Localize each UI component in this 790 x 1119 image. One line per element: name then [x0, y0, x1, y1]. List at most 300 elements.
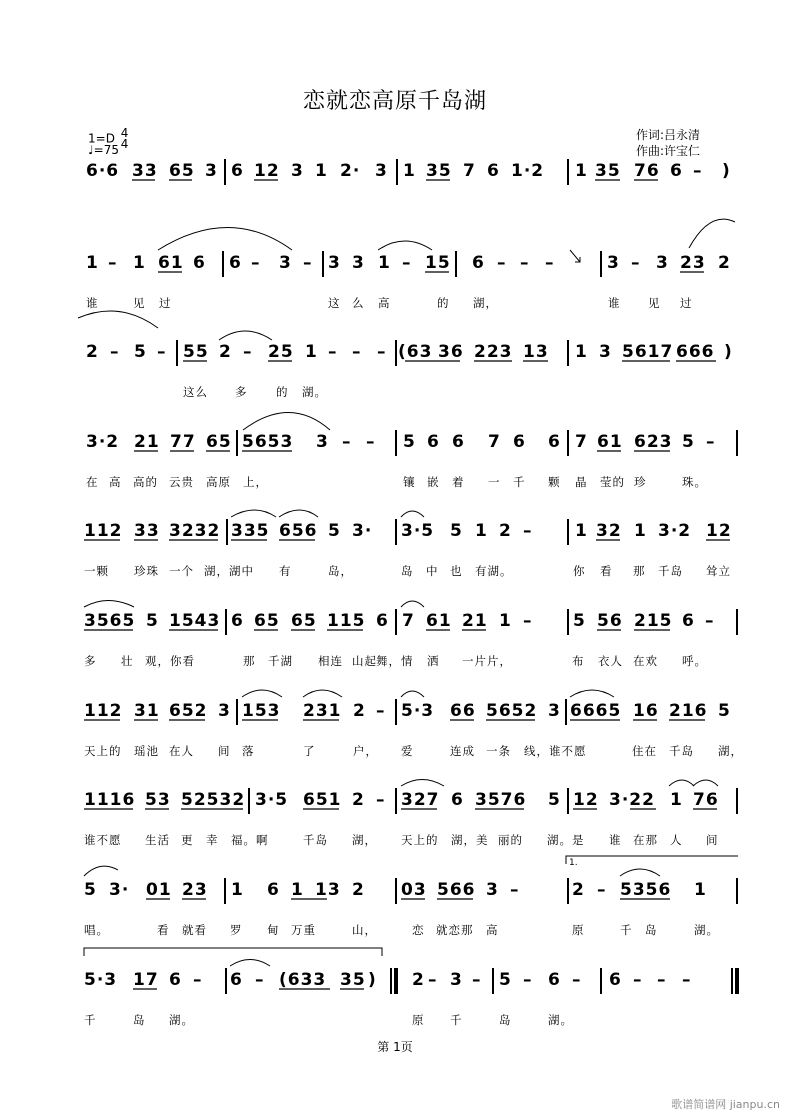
note: 1 — [499, 611, 512, 631]
lyric: 连成 — [450, 744, 475, 758]
note: 6 — [452, 432, 465, 452]
note: – — [366, 432, 376, 452]
lyric: 有湖。 — [475, 564, 513, 578]
slur — [242, 690, 282, 697]
tempo-marking — [88, 143, 119, 157]
note: 112 — [84, 521, 123, 541]
lyric: 也 — [450, 564, 463, 578]
note: – — [110, 342, 120, 362]
note: – — [376, 701, 386, 721]
lyric: 千 — [620, 923, 633, 937]
credits — [636, 127, 700, 159]
note: 21 — [134, 432, 160, 452]
barline — [736, 430, 738, 456]
lyric: 相连 — [318, 654, 343, 668]
note: 5 — [134, 342, 147, 362]
lyric: 福。啊 — [231, 833, 269, 847]
page-number: 第 1页 — [377, 1040, 413, 1054]
note: 6 — [548, 970, 561, 990]
note: 216 — [669, 701, 708, 721]
ending-bracket — [566, 856, 738, 864]
note: 1 — [575, 342, 588, 362]
note: 12 — [254, 161, 280, 181]
note: 1543 — [169, 611, 221, 631]
slur — [669, 780, 694, 786]
lyric: 千 — [84, 1013, 97, 1027]
barline — [224, 878, 226, 904]
note: 3 — [205, 161, 218, 181]
barline — [395, 519, 397, 545]
tempo-value: =75 — [93, 143, 119, 157]
note: 01 — [146, 880, 172, 900]
barline — [736, 878, 738, 904]
lyric: 湖。 — [302, 385, 327, 399]
note: 03 — [401, 880, 427, 900]
lyricist: 作词:吕永清 — [636, 128, 701, 142]
note: – — [497, 253, 507, 273]
note: 3 — [291, 161, 304, 181]
lyric: 见 — [133, 296, 146, 310]
final-barline — [731, 968, 733, 994]
note: 652 — [169, 701, 208, 721]
notes-row-2 — [0, 253, 790, 283]
note: 3·22 — [609, 790, 655, 810]
barline — [176, 340, 178, 366]
note: ) — [368, 970, 377, 990]
note: – — [376, 790, 386, 810]
barline — [395, 609, 397, 635]
barline — [455, 251, 457, 277]
barline — [395, 340, 397, 366]
slur — [401, 780, 444, 787]
note: 35 — [426, 161, 452, 181]
lyrics-row-2 — [0, 295, 790, 311]
note: 16 — [633, 701, 659, 721]
note: 32 — [596, 521, 622, 541]
note: 35 — [340, 970, 366, 990]
lyric: 湖。 — [548, 1013, 573, 1027]
note: 1 — [231, 880, 244, 900]
lyric: 多 — [84, 654, 97, 668]
quarter-note-icon: ♩ — [88, 143, 94, 157]
lyric: 山， — [352, 923, 377, 937]
lyric: 么 — [352, 296, 365, 310]
lyric: 谁 — [609, 833, 622, 847]
note: (633 — [279, 970, 327, 990]
note: 6 — [231, 611, 244, 631]
note: 5 — [328, 521, 341, 541]
slur — [279, 510, 318, 517]
lyric: 湖，美 — [451, 833, 489, 847]
lyric: 在人 — [169, 744, 194, 758]
note: 1 — [291, 880, 304, 900]
lyric: 丽的 — [498, 833, 523, 847]
note: 3232 — [169, 521, 221, 541]
note: 1 — [575, 161, 588, 181]
note: 2 — [718, 253, 731, 273]
barline — [600, 251, 602, 277]
lyric: 在那 — [633, 833, 658, 847]
note: 76 — [634, 161, 660, 181]
note: – — [520, 253, 530, 273]
lyric: 高 — [109, 475, 122, 489]
final-barline-thick — [735, 968, 739, 994]
lyric: 湖， — [473, 296, 498, 310]
barline — [567, 519, 569, 545]
lyric: 唱。 — [84, 923, 109, 937]
note: 1 — [634, 521, 647, 541]
barline — [395, 788, 397, 814]
note: 65 — [206, 432, 232, 452]
lyric: 谁 — [608, 296, 621, 310]
lyric: 莹的 — [600, 475, 625, 489]
barline — [236, 699, 238, 725]
lyric: 岛， — [328, 564, 353, 578]
lyrics-row-5 — [0, 563, 790, 579]
note: – — [545, 253, 555, 273]
note: 3·5 — [401, 521, 435, 541]
note: 1 — [475, 521, 488, 541]
lyric: 一片片， — [462, 654, 512, 668]
barline — [567, 340, 569, 366]
repeat-barline-thick — [394, 968, 398, 994]
lyric: 千湖 — [268, 654, 293, 668]
ending-label: 1. — [569, 858, 578, 868]
note: 3 — [548, 701, 561, 721]
lyric: 那 — [243, 654, 256, 668]
note: – — [523, 611, 533, 631]
barline — [225, 609, 227, 635]
note: – — [251, 253, 261, 273]
lyric: 岛 — [133, 1013, 146, 1027]
slur — [689, 219, 735, 248]
slur — [219, 331, 272, 340]
note: 5·3 — [401, 701, 435, 721]
note: 76 — [693, 790, 719, 810]
notes-row-1 — [0, 161, 790, 191]
lyric: 中 — [426, 564, 439, 578]
lyric: 云贵 — [169, 475, 194, 489]
note: 6 — [513, 432, 526, 452]
note: 12 — [706, 521, 732, 541]
time-bottom: 4 — [120, 137, 129, 151]
lyrics-row-8 — [0, 832, 790, 848]
lyric: 壮 — [121, 654, 134, 668]
lyric: 高 — [486, 923, 499, 937]
slur — [303, 690, 342, 697]
lyric: 一 — [488, 475, 501, 489]
note: 52532 — [181, 790, 246, 810]
lyrics-row-9 — [0, 922, 790, 938]
note: 2 — [412, 970, 425, 990]
note: 112 — [84, 701, 123, 721]
note: 5652 — [486, 701, 538, 721]
lyric: 千岛 — [658, 564, 683, 578]
lyric: 的 — [437, 296, 450, 310]
note: 2 — [572, 880, 585, 900]
lyric: 看 — [157, 923, 170, 937]
lyric: 千岛 — [303, 833, 328, 847]
note: 1116 — [84, 790, 136, 810]
note: 6 — [682, 611, 695, 631]
note: 566 — [437, 880, 476, 900]
note: 5 — [548, 790, 561, 810]
note: – — [255, 970, 265, 990]
barline — [395, 430, 397, 456]
composer: 作曲:许宝仁 — [636, 144, 701, 158]
lyrics-row-7 — [0, 743, 790, 759]
note: 36 — [438, 342, 464, 362]
lyric: 上， — [243, 475, 268, 489]
note: – — [693, 161, 703, 181]
note: 153 — [242, 701, 281, 721]
note: 666 — [676, 342, 715, 362]
lyric: 颗 — [548, 475, 561, 489]
note: 7 — [488, 432, 501, 452]
note: 3 — [279, 253, 292, 273]
note: 6 — [231, 161, 244, 181]
lyric: 瑶池 — [134, 744, 159, 758]
lyric: 更 — [181, 833, 194, 847]
lyric: 生活 — [145, 833, 170, 847]
lyric: 谁 — [86, 296, 99, 310]
note: 13 — [315, 880, 341, 900]
lyric: 户， — [353, 744, 378, 758]
note: 115 — [327, 611, 366, 631]
note: 15 — [425, 253, 451, 273]
lyric: 过 — [159, 296, 172, 310]
note: 35 — [595, 161, 621, 181]
note: – — [428, 970, 438, 990]
note: (63 — [398, 342, 433, 362]
note: 3· — [352, 521, 373, 541]
lyric: 过 — [680, 296, 693, 310]
note: – — [523, 970, 533, 990]
note: 5 — [84, 880, 97, 900]
note: – — [342, 432, 352, 452]
note: – — [303, 253, 313, 273]
note: 3 — [450, 970, 463, 990]
note: 3 — [375, 161, 388, 181]
lyric: 嵌 — [427, 475, 440, 489]
barline — [396, 159, 398, 185]
lyric: 了 — [303, 744, 316, 758]
note: 215 — [634, 611, 673, 631]
note: 3·2 — [658, 521, 692, 541]
note: ) — [724, 342, 733, 362]
note: 13 — [523, 342, 549, 362]
slur — [231, 510, 276, 517]
lyric: 耸立 — [706, 564, 731, 578]
barline — [567, 430, 569, 456]
note: – — [352, 342, 362, 362]
note: 5 — [403, 432, 416, 452]
note: 6 — [609, 970, 622, 990]
note: 6 — [670, 161, 683, 181]
note: 5653 — [242, 432, 294, 452]
song-title: 恋就恋高原千岛湖 — [302, 89, 487, 114]
barline — [736, 609, 738, 635]
note: 12 — [573, 790, 599, 810]
note: – — [631, 253, 641, 273]
note: 33 — [132, 161, 158, 181]
lyric: 着 — [452, 475, 465, 489]
note: 2 — [353, 701, 366, 721]
note: 23 — [182, 880, 208, 900]
lyric: 湖。 — [694, 923, 719, 937]
note: 6 — [267, 880, 280, 900]
lyric: 见 — [648, 296, 661, 310]
note: – — [243, 342, 253, 362]
note: 1 — [86, 253, 99, 273]
lyric: 幸 — [206, 833, 219, 847]
note: 3·5 — [255, 790, 289, 810]
lyric: 高的 — [133, 475, 158, 489]
note: 25 — [268, 342, 294, 362]
lyric: 布 — [572, 654, 585, 668]
slur — [378, 241, 432, 250]
slur — [401, 511, 424, 517]
note: 6 — [451, 790, 464, 810]
lyric: 镶 — [403, 475, 416, 489]
note: 651 — [303, 790, 342, 810]
note: 56 — [597, 611, 623, 631]
note: 223 — [474, 342, 513, 362]
lyrics-row-10 — [0, 1012, 790, 1028]
lyric: 那 — [633, 564, 646, 578]
lyric: 住在 — [632, 744, 657, 758]
lyric: 千 — [513, 475, 526, 489]
lyric: 罗 — [230, 923, 243, 937]
note: 6 — [169, 970, 182, 990]
slur — [401, 601, 424, 607]
note: 61 — [158, 253, 184, 273]
note: 6 — [376, 611, 389, 631]
note: 17 — [133, 970, 159, 990]
note: – — [523, 521, 533, 541]
lyric: 岛 — [645, 923, 658, 937]
note: 5 — [682, 432, 695, 452]
barline — [492, 968, 494, 994]
note: – — [706, 432, 716, 452]
lyrics-row-4 — [0, 474, 790, 490]
lyric: 甸 — [267, 923, 280, 937]
lyric: 在欢 — [633, 654, 658, 668]
barline — [248, 788, 250, 814]
barline — [736, 788, 738, 814]
repeat-barline — [390, 968, 392, 994]
lyric: 珍 — [634, 475, 647, 489]
note: 1 — [575, 521, 588, 541]
lyric: 舞，情 — [376, 654, 414, 668]
barline — [236, 430, 238, 456]
note: 65 — [254, 611, 280, 631]
note: 623 — [634, 432, 673, 452]
note: 5617 — [622, 342, 674, 362]
note: – — [377, 342, 387, 362]
lyric: 爱 — [401, 744, 414, 758]
note: 1·2 — [511, 161, 545, 181]
lyric: 一个 — [169, 564, 194, 578]
note: 7 — [463, 161, 476, 181]
note: 3576 — [475, 790, 527, 810]
barline — [567, 609, 569, 635]
barline — [567, 159, 569, 185]
note: 1 — [315, 161, 328, 181]
lyric: 线，谁不愿 — [524, 744, 587, 758]
note: 53 — [145, 790, 171, 810]
lyric: 湖， — [352, 833, 377, 847]
slur — [570, 690, 614, 697]
lyric: 珍珠 — [134, 564, 159, 578]
note: 2 — [219, 342, 232, 362]
lyric: 岛 — [499, 1013, 512, 1027]
lyric: 湖。 — [169, 1013, 194, 1027]
slur — [230, 960, 270, 967]
lyric: 洒 — [427, 654, 440, 668]
lyric: 在 — [86, 475, 99, 489]
note: 2· — [340, 161, 361, 181]
note: 3 — [328, 253, 341, 273]
lyric: 一条 — [486, 744, 511, 758]
slur — [84, 866, 118, 876]
note: 5356 — [620, 880, 672, 900]
barline — [224, 159, 226, 185]
note: 65 — [169, 161, 195, 181]
note: 2 — [352, 880, 365, 900]
slur — [620, 869, 660, 876]
note: 3· — [109, 880, 130, 900]
note: 2 — [86, 342, 99, 362]
note: 5 — [146, 611, 159, 631]
slur — [78, 311, 158, 328]
note: 335 — [231, 521, 270, 541]
note: 3 — [656, 253, 669, 273]
note: – — [572, 970, 582, 990]
note: – — [157, 342, 167, 362]
lyric: 就看 — [182, 923, 207, 937]
note: 6 — [487, 161, 500, 181]
note: 5 — [499, 970, 512, 990]
note: – — [705, 611, 715, 631]
lyric: 湖， — [718, 744, 743, 758]
note: 231 — [303, 701, 342, 721]
lyric: 一颗 — [84, 564, 109, 578]
time-signature — [121, 128, 129, 150]
note: 3565 — [84, 611, 136, 631]
barline — [600, 968, 602, 994]
note: 3·2 — [86, 432, 120, 452]
note: 31 — [134, 701, 160, 721]
note: – — [657, 970, 667, 990]
note: 33 — [134, 521, 160, 541]
lyric: 千岛 — [669, 744, 694, 758]
note: 5 — [718, 701, 731, 721]
lyric: 原 — [572, 923, 585, 937]
barline — [567, 878, 569, 904]
slur — [158, 228, 292, 251]
note: 3 — [218, 701, 231, 721]
lyrics-row-6 — [0, 653, 790, 669]
note: ) — [722, 161, 731, 181]
note: 77 — [170, 432, 196, 452]
lyric: 高 — [378, 296, 391, 310]
key-label: 1=D — [88, 131, 115, 146]
slur — [693, 780, 718, 786]
note: 2 — [352, 790, 365, 810]
note: – — [682, 970, 692, 990]
note: 3 — [486, 880, 499, 900]
